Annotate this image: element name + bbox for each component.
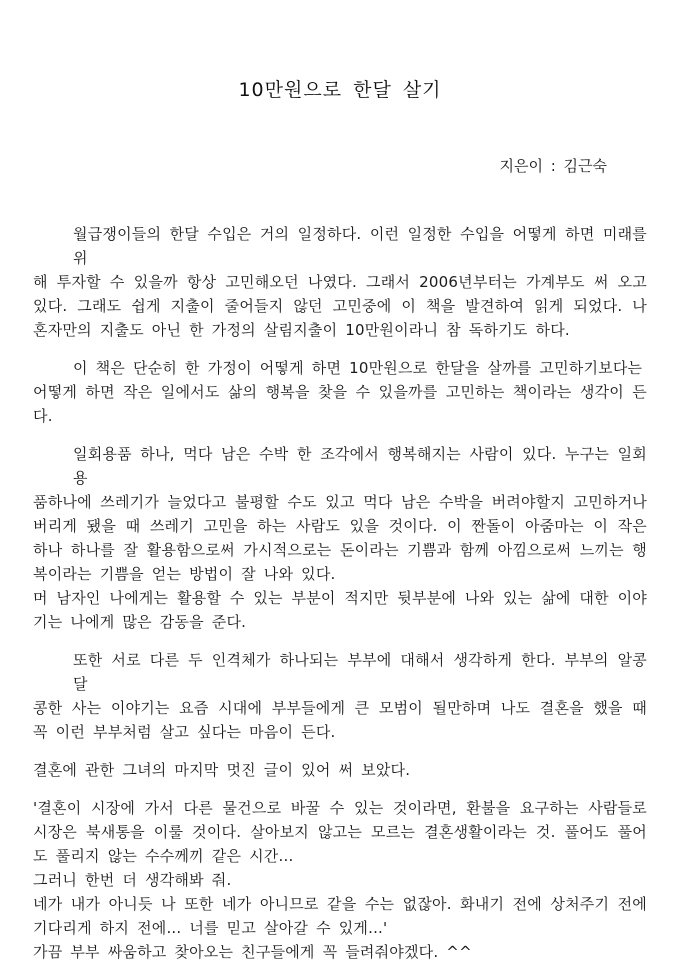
text-line: 혼자만의 지출도 아닌 한 가정의 살림지출이 10만원이라니 참 독하기도 하다.	[33, 321, 570, 339]
text-line: 월급쟁이들의 한달 수입은 거의 일정하다. 이런 일정한 수입을 어떻게 하면 미래를 위	[73, 225, 647, 267]
text-line: 다.	[33, 407, 53, 425]
text-line: 네가 내가 아니듯 나 또한 네가 아니므로 같을 수는 없잖아. 화내기 전에 상처주기 전에	[33, 895, 647, 913]
text-line: 복이라는 기쁨을 얻는 방법이 잘 나와 있다.	[33, 565, 336, 583]
paragraph	[33, 796, 647, 964]
paragraph	[33, 356, 647, 428]
text-line: 도 풀리지 않는 수수께끼 같은 시간...	[33, 847, 294, 865]
text-line: 기는 나에게 많은 감동을 준다.	[33, 613, 247, 631]
text-line: 시장은 북새통을 이룰 것이다. 살아보지 않고는 모르는 결혼생활이라는 것. 풀어도 풀어	[33, 823, 647, 841]
text-line: 가끔 부부 싸움하고 찾아오는 친구들에게 꼭 들려줘야겠다. ^^	[33, 943, 472, 961]
paragraph	[33, 222, 647, 342]
document-title: 10만원으로 한달 살기	[238, 79, 442, 101]
paragraph	[33, 758, 647, 782]
text-line: 이 책은 단순히 한 가정이 어떻게 하면 10만원으로 한달을 살까를 고민하기보다는	[73, 359, 643, 377]
text-line: 머 남자인 나에게는 활용할 수 있는 부분이 적지만 뒷부분에 나와 있는 삶에 대한 이야	[33, 589, 647, 607]
text-line: 해 투자할 수 있을까 항상 고민해오던 나였다. 그래서 2006년부터는 가계부도 써 오고	[33, 273, 647, 291]
text-line: 결혼에 관한 그녀의 마지막 멋진 글이 있어 써 보았다.	[33, 761, 411, 779]
paragraph	[33, 442, 647, 634]
text-line: 그러니 한번 더 생각해봐 줘.	[33, 871, 232, 889]
author-line: 지은이 : 김근숙	[499, 157, 607, 175]
text-line: 또한 서로 다른 두 인격체가 하나되는 부부에 대해서 생각하게 한다. 부부의 알콩 달	[73, 651, 647, 693]
text-line: 하나 하나를 잘 활용함으로써 가시적으로는 돈이라는 기쁨과 함께 아낌으로써 느끼는 행	[33, 541, 647, 559]
text-line: 있다. 그래도 쉽게 지출이 줄어들지 않던 고민중에 이 책을 발견하여 읽게 되었다. 나	[33, 297, 647, 315]
text-line: 일회용품 하나, 먹다 남은 수박 한 조각에서 행복해지는 사람이 있다. 누구는 일회용	[73, 445, 647, 487]
text-line: 꼭 이런 부부처럼 살고 싶다는 마음이 든다.	[33, 723, 336, 741]
document-body	[33, 222, 647, 964]
paragraph	[33, 648, 647, 744]
text-line: 어떻게 하면 작은 일에서도 삶의 행복을 찾을 수 있을까를 고민하는 책이라는 생각이 든	[33, 383, 647, 401]
text-line: 버리게 됐을 때 쓰레기 고민을 하는 사람도 있을 것이다. 이 짠돌이 아줌마는 이 작은	[33, 517, 647, 535]
text-line: '결혼이 시장에 가서 다른 물건으로 바꿀 수 있는 것이라면, 환불을 요구하는 사람들로	[33, 799, 647, 817]
text-line: 품하나에 쓰레기가 늘었다고 불평할 수도 있고 먹다 남은 수박을 버려야할지 고민하거나	[33, 493, 647, 511]
text-line: 콩한 사는 이야기는 요즘 시대에 부부들에게 큰 모범이 될만하며 나도 결혼을 했을 때	[33, 699, 647, 717]
text-line: 기다리게 하지 전에... 너를 믿고 살아갈 수 있게...'	[33, 919, 388, 937]
